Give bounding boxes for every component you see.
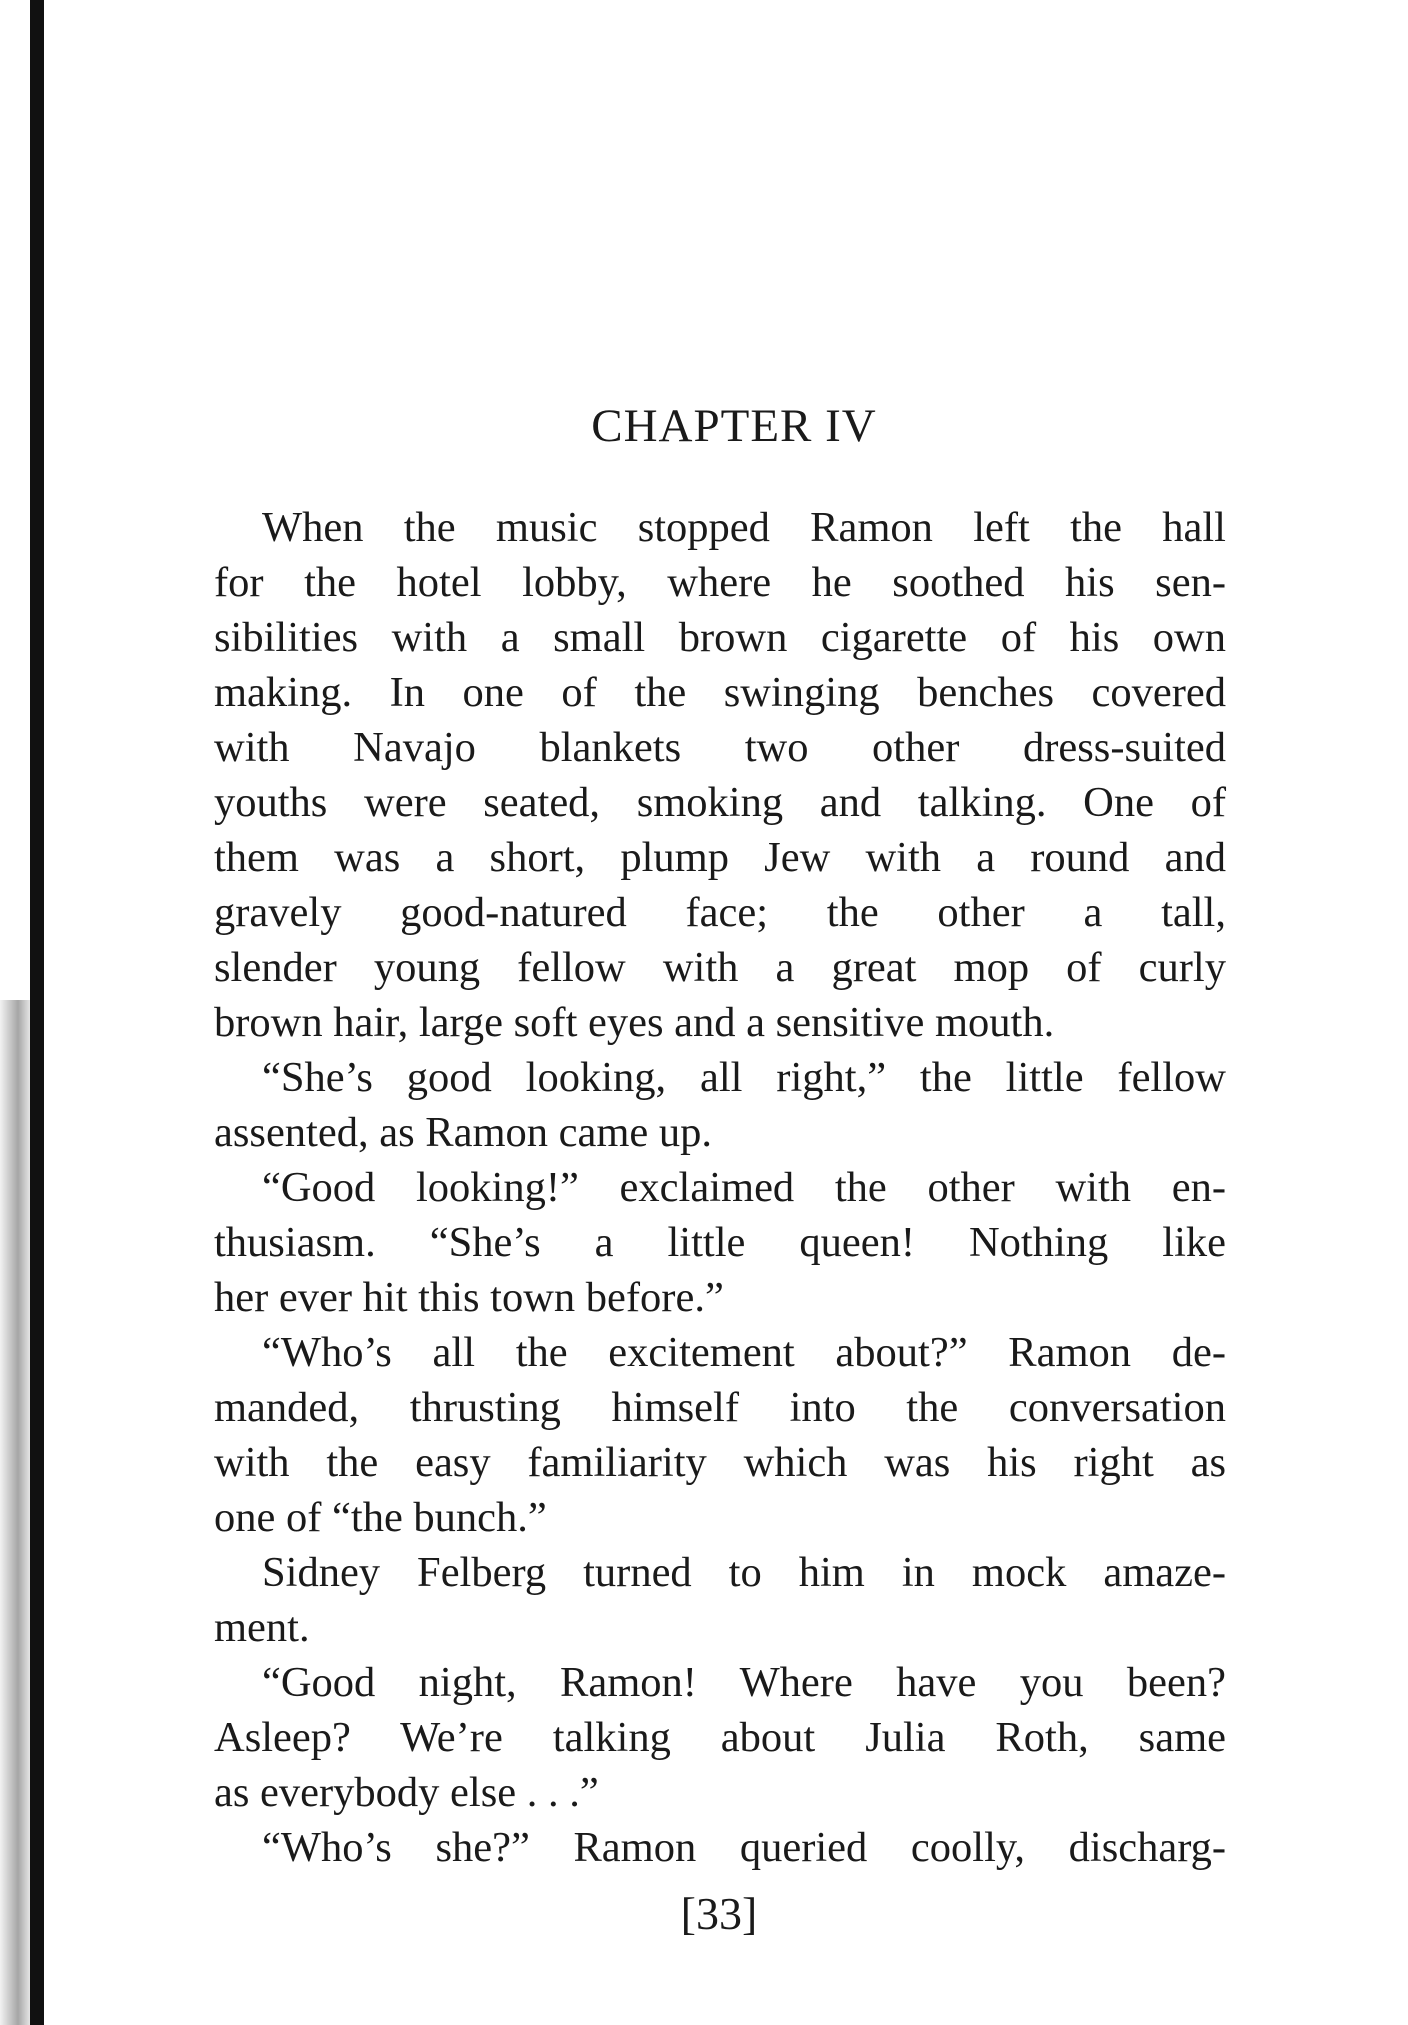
text-line: assented, as Ramon came up. <box>214 1109 713 1156</box>
text-line: thusiasm. “She’s a little queen! Nothing like <box>214 1219 1226 1266</box>
text-line: “Who’s all the excitement about?” Ramon de- <box>262 1329 1226 1376</box>
text-line: for the hotel lobby, where he soothed his sen- <box>214 559 1226 606</box>
text-line: When the music stopped Ramon left the hall <box>262 504 1226 551</box>
text-line: with the easy familiarity which was his right as <box>214 1439 1226 1486</box>
text-line: Sidney Felberg turned to him in mock amaze- <box>262 1549 1226 1596</box>
text-line: one of “the bunch.” <box>214 1494 547 1541</box>
text-line: them was a short, plump Jew with a round and <box>214 834 1226 881</box>
text-line: “Good looking!” exclaimed the other with en- <box>262 1164 1226 1211</box>
text-line: “Who’s she?” Ramon queried coolly, discharg- <box>262 1824 1226 1871</box>
text-line: her ever hit this town before.” <box>214 1274 724 1321</box>
text-line: gravely good-natured face; the other a tall, <box>214 889 1226 936</box>
binding-edge <box>30 0 44 2025</box>
text-line: manded, thrusting himself into the conversation <box>214 1384 1226 1431</box>
text-line: “She’s good looking, all right,” the little fellow <box>262 1054 1226 1101</box>
text-line: ment. <box>214 1604 310 1651</box>
text-line: “Good night, Ramon! Where have you been? <box>262 1659 1226 1706</box>
text-line: youths were seated, smoking and talking. One of <box>214 779 1226 826</box>
page-number: [33] <box>680 1888 758 1939</box>
text-line: as everybody else . . .” <box>214 1769 599 1816</box>
text-line: brown hair, large soft eyes and a sensitive mouth. <box>214 999 1055 1046</box>
chapter-title: CHAPTER IV <box>591 400 877 452</box>
binding-shadow <box>0 1000 30 2025</box>
body-text <box>214 500 1226 1875</box>
text-line: slender young fellow with a great mop of curly <box>214 944 1226 991</box>
text-line: with Navajo blankets two other dress-suited <box>214 724 1226 771</box>
text-line: sibilities with a small brown cigarette of his own <box>214 614 1226 661</box>
text-line: making. In one of the swinging benches covered <box>214 669 1226 716</box>
text-line: Asleep? We’re talking about Julia Roth, same <box>214 1714 1226 1761</box>
